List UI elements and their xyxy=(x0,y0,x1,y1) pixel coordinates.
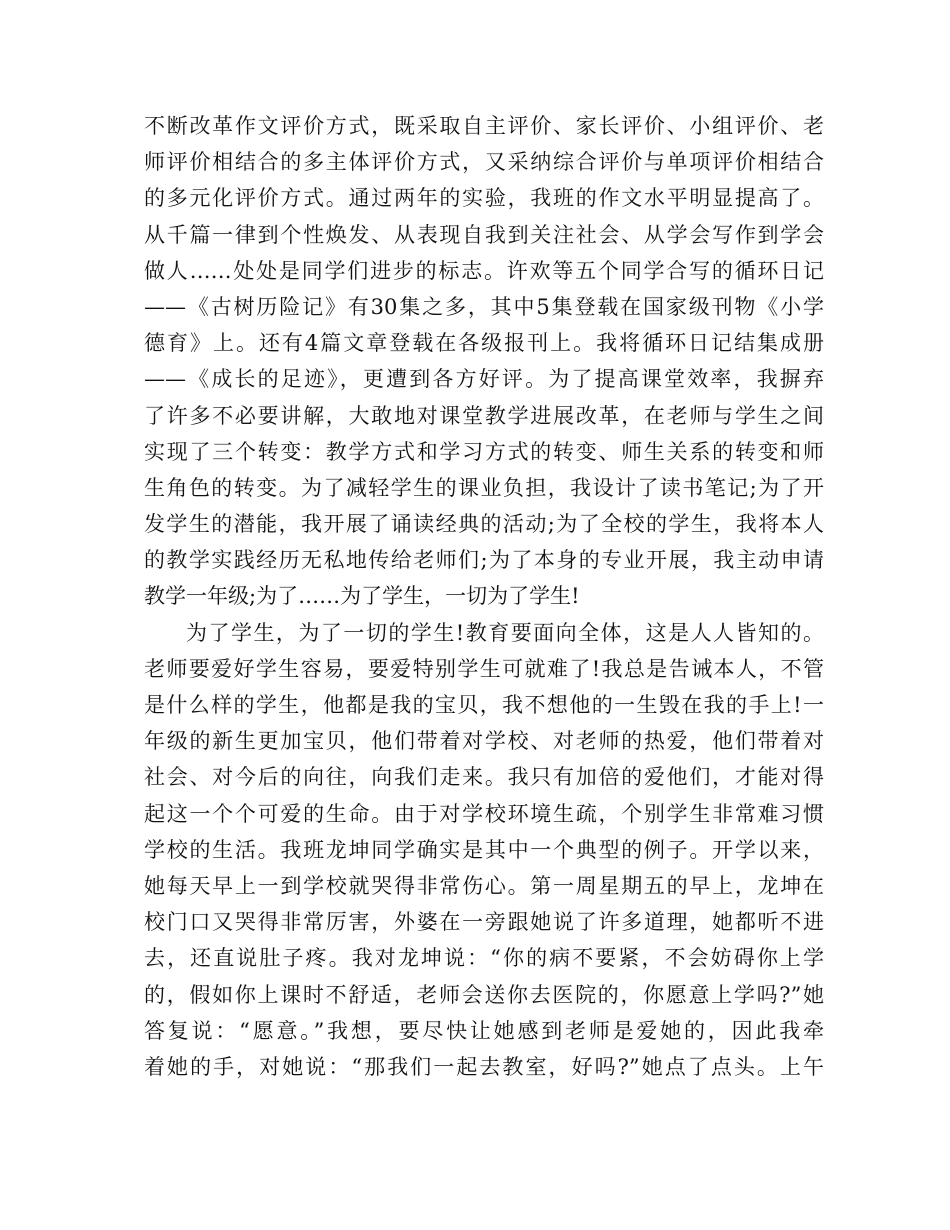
text-line: 师评价相结合的多主体评价方式，又采纳综合评价与单项评价相结合 xyxy=(144,150,824,175)
text-line: 教学一年级;为了……为了学生，一切为了学生! xyxy=(144,584,580,609)
text-line: 的多元化评价方式。通过两年的实验，我班的作文水平明显提高了。 xyxy=(144,186,824,211)
text-line: 的教学实践经历无私地传给老师们;为了本身的专业开展，我主动申请 xyxy=(144,548,824,573)
paragraph-1 xyxy=(144,108,824,615)
text-line: 起这一个个可爱的生命。由于对学校环境生疏，个别学生非常难习惯 xyxy=(144,801,824,826)
text-line: 着她的手，对她说：“那我们一起去教室，好吗?”她点了点头。上午 xyxy=(144,1054,824,1079)
text-line: ——《成长的足迹》，更遭到各方好评。为了提高课堂效率，我摒弃 xyxy=(144,367,824,392)
text-line: 不断改革作文评价方式，既采取自主评价、家长评价、小组评价、老 xyxy=(144,114,824,138)
text-line: 老师要爱好学生容易，要爱特别学生可就难了!我总是告诫本人，不管 xyxy=(144,656,824,681)
text-line: 校门口又哭得非常厉害，外婆在一旁跟她说了许多道理，她都听不进 xyxy=(144,910,824,935)
text-line: ——《古树历险记》有30集之多，其中5集登载在国家级刊物《小学 xyxy=(144,294,824,319)
paragraph-2 xyxy=(144,615,824,1085)
text-line: 学校的生活。我班龙坤同学确实是其中一个典型的例子。开学以来， xyxy=(144,837,824,862)
text-line: 德育》上。还有4篇文章登载在各级报刊上。我将循环日记结集成册 xyxy=(144,331,824,356)
text-line: 从千篇一律到个性焕发、从表现自我到关注社会、从学会写作到学会 xyxy=(144,222,824,247)
text-line: 为了学生，为了一切的学生!教育要面向全体，这是人人皆知的。 xyxy=(186,620,824,645)
text-line: 答复说：“愿意。”我想，要尽快让她感到老师是爱她的，因此我牵 xyxy=(144,1018,824,1043)
text-line: 她每天早上一到学校就哭得非常伤心。第一周星期五的早上，龙坤在 xyxy=(144,873,824,898)
document-body xyxy=(144,108,824,1085)
text-line: 是什么样的学生，他都是我的宝贝，我不想他的一生毁在我的手上!一 xyxy=(144,693,824,717)
text-line: 的，假如你上课时不舒适，老师会送你去医院的，你愿意上学吗?”她 xyxy=(144,982,824,1007)
text-line: 了许多不必要讲解，大敢地对课堂教学进展改革，在老师与学生之间 xyxy=(144,403,824,428)
text-line: 去，还直说肚子疼。我对龙坤说：“你的病不要紧，不会妨碍你上学 xyxy=(144,946,824,971)
text-line: 年级的新生更加宝贝，他们带着对学校、对老师的热爱，他们带着对 xyxy=(144,729,824,754)
text-line: 实现了三个转变：教学方式和学习方式的转变、师生关系的转变和师 xyxy=(144,439,824,464)
text-line: 生角色的转变。为了减轻学生的课业负担，我设计了读书笔记;为了开 xyxy=(144,475,824,500)
text-line: 发学生的潜能，我开展了诵读经典的活动;为了全校的学生，我将本人 xyxy=(144,512,824,537)
text-line: 做人……处处是同学们进步的标志。许欢等五个同学合写的循环日记 xyxy=(144,258,824,283)
text-line: 社会、对今后的向往，向我们走来。我只有加倍的爱他们，才能对得 xyxy=(144,765,824,790)
